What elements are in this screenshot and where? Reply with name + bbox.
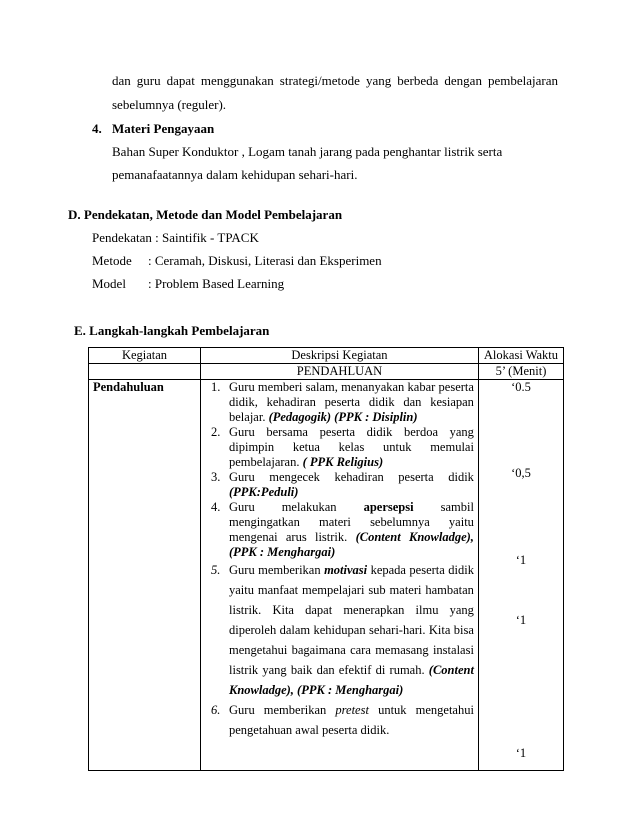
table-header-row	[89, 348, 564, 364]
allocation-1: ‘0.5	[511, 380, 531, 394]
intro-line-1: dan guru dapat menggunakan strategi/metode yang berbeda dengan pembelajaran	[112, 73, 558, 88]
allocation-4: ‘1	[515, 613, 527, 627]
row-label-pendahuluan: Pendahuluan	[89, 380, 201, 771]
section-d-heading: D. Pendekatan, Metode dan Model Pembelajaran	[68, 207, 343, 222]
list-item: 2. Guru bersama peserta didik berdoa yang dipimpin ketua kelas untuk memulai pembelajaran. ( PPK Religius)	[211, 425, 474, 469]
intro-line-2: sebelumnya (reguler).	[112, 97, 227, 112]
allocations-list	[483, 380, 559, 770]
list-item: 6. Guru memberikan pretest untuk mengetahui pengetahuan awal peserta didik.	[211, 703, 474, 737]
materi-line-1: Bahan Super Konduktor , Logam tanah jarang pada penghantar listrik serta	[112, 144, 503, 159]
model-label: Model	[92, 276, 126, 291]
subheader-empty	[89, 364, 201, 380]
table-subheader-row	[89, 364, 564, 380]
pendekatan-line: Pendekatan : Saintifik - TPACK	[92, 230, 259, 245]
materi-title: Materi Pengayaan	[112, 121, 215, 136]
subheader-pendahuluan: PENDAHLUAN	[201, 364, 479, 380]
header-deskripsi: Deskripsi Kegiatan	[201, 348, 479, 364]
subheader-minutes: 5’ (Menit)	[478, 364, 563, 380]
table-row	[89, 380, 564, 771]
materi-line-2: pemanafaatannya dalam kehidupan sehari-hari.	[112, 167, 358, 182]
activities-cell	[201, 380, 479, 771]
header-kegiatan: Kegiatan	[89, 348, 201, 364]
list-item: 5. Guru memberikan motivasi kepada peserta didik yaitu manfaat mempelajari sub materi hambatan listrik. Kita dapat menerapkan ilmu yang diperoleh dalam kehidupan sehari-hari. Kita bisa mengetahui bagaimana cara memasang instalasi listrik yang baik dan efektif di rumah. (Content Knowladge), (PPK : Menghargai)	[211, 563, 474, 697]
list-item: 4. Guru melakukan apersepsi sambil mengingatkan materi sebelumnya yaitu mengenai arus listrik. (Content Knowladge), (PPK : Menghargai)	[211, 500, 474, 559]
allocation-2: ‘0,5	[511, 466, 531, 480]
model-value: : Problem Based Learning	[148, 276, 285, 291]
header-alokasi: Alokasi Waktu	[478, 348, 563, 364]
list-item: 3. Guru mengecek kehadiran peserta didik (PPK:Peduli)	[211, 470, 474, 499]
allocations-cell	[478, 380, 563, 771]
learning-steps-table	[88, 347, 564, 771]
list-item: 1. Guru memberi salam, menanyakan kabar peserta didik, kehadiran peserta didik dan kesiapan belajar. (Pedagogik) (PPK : Disiplin)	[211, 380, 474, 424]
materi-number: 4.	[92, 121, 102, 136]
metode-value: : Ceramah, Diskusi, Literasi dan Eksperimen	[148, 253, 382, 268]
section-e-heading: E. Langkah-langkah Pembelajaran	[74, 323, 270, 338]
allocation-5: ‘1	[515, 746, 527, 760]
metode-label: Metode	[92, 253, 132, 268]
activities-list	[205, 380, 474, 740]
allocation-3: ‘1	[515, 553, 527, 567]
